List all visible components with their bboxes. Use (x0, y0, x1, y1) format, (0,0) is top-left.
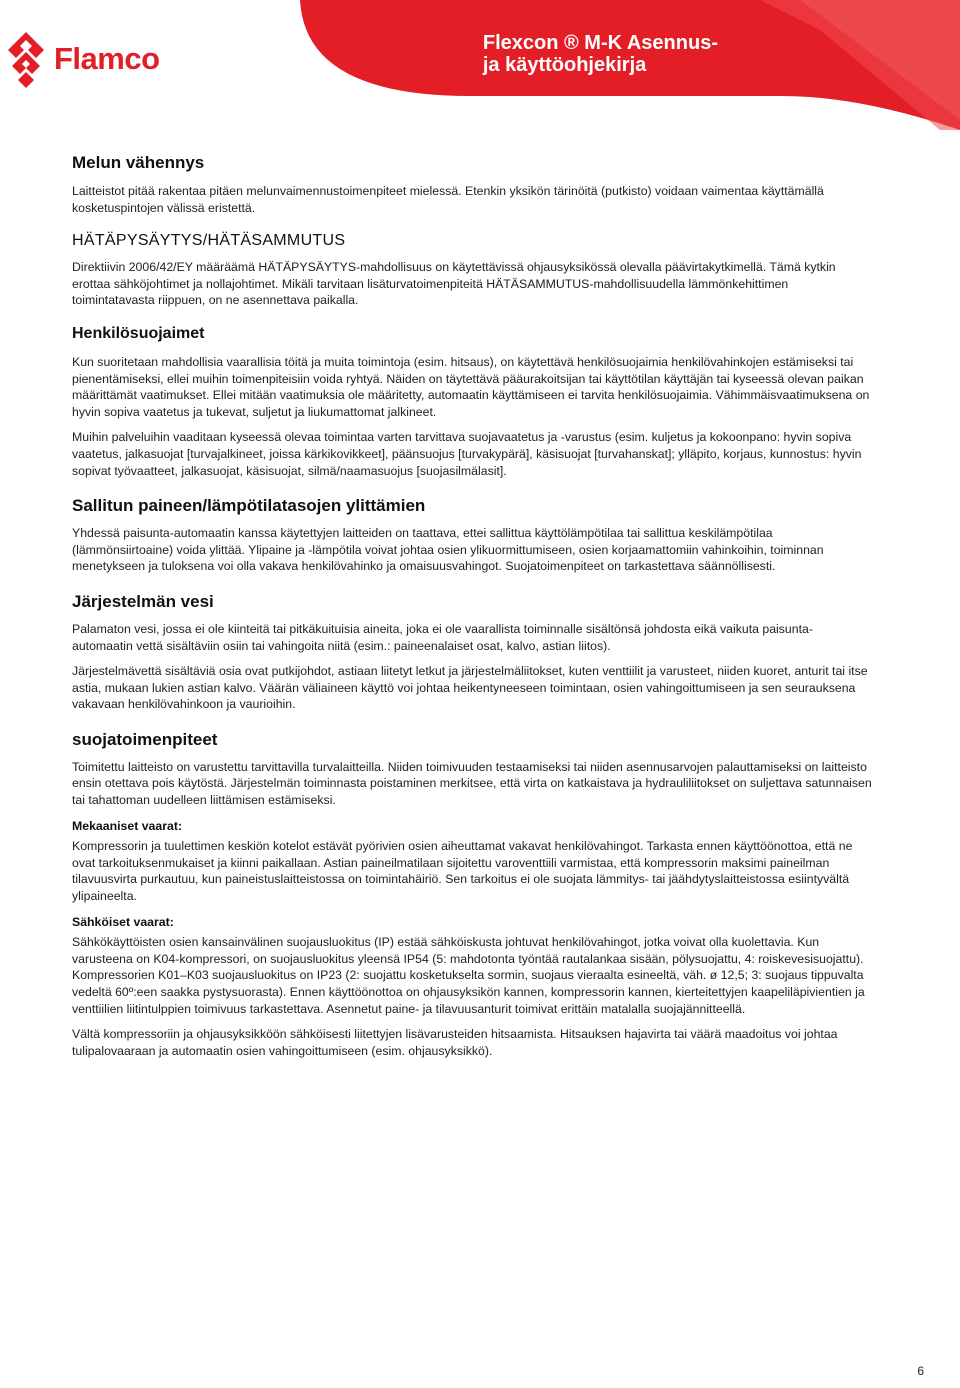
paragraph: Vältä kompressoriin ja ohjausyksikköön sähköisesti liitettyjen lisävarusteiden hitsaamista. Hitsauksen hajavirta tai väärä maadoitus voi johtaa tulipalovaaraan ja automaatin osien vahingoittumiseen (esim. ohjausyksikkö). (72, 1027, 838, 1058)
section-melun-vahennys (72, 151, 872, 216)
section-heading: Henkilösuojaimet (72, 324, 205, 342)
section-sallitun-paineen (72, 494, 872, 575)
page-header (0, 0, 960, 130)
paragraph: Laitteistot pitää rakentaa pitäen melunvaimennustoimenpiteet mielessä. Etenkin yksikön tärinöitä (putkisto) voidaan vaimentaa käyttämällä kosketuspintojen välissä eristettä. (72, 184, 824, 215)
paragraph: Toimitettu laitteisto on varustettu tarvittavilla turvalaitteilla. Niiden toimivuuden testaamiseksi tai niiden asennusarvojen palauttamiseksi on laitteisto ensin otettava pois käytöstä. Järjestelmän toiminnasta poistaminen merkitsee, että virta on katkaistava ja hydrauliliitokset on suljettava satunnaisen tai tahattoman uudelleen liittämisen estämiseksi. (72, 759, 872, 808)
paragraph: Kompressorin ja tuulettimen keskiön kotelot estävät pyörivien osien aiheuttamat vakavat henkilövahingot. Tarkasta ennen käyttöönottoa, että ne ovat tarkoituksenmukaiset ja kiinni paikallaan. Astian paineilmatilaan sijoitettu varoventtiili varmistaa, että kompressorin maksimi paineilman tilavuusvirta purkautuu, kun paineistuslaitteistossa on toimintahäiriö. Sen tarkoitus ei ole suojata lämmitys- tai jäähdytyslaitteistossa esiintyvältä ylipaineelta. (72, 839, 853, 904)
section-heading: HÄTÄPYSÄYTYS/HÄTÄSAMMUTUS (72, 232, 346, 250)
section-jarjestelman-vesi (72, 590, 872, 713)
flamco-diamond-logo-icon (6, 30, 46, 88)
section-heading: Sallitun paineen/lämpötilatasojen ylittämien (72, 496, 426, 516)
section-heading: suojatoimenpiteet (72, 729, 218, 749)
section-heading: Melun vähennys (72, 153, 205, 172)
paragraph: Yhdessä paisunta-automaatin kanssa käytettyjen laitteiden on taattava, ettei sallittua käyttölämpötilaa tai sallittua keskilämpötilaa (lämmönsiirtoaine) voida ylittää. Ylipaine ja -lämpötila voivat johtaa osien ylikuormittumiseen, osien korjaamattomiin vahinkoihin, toiminnan menetykseen ja tuloksena voi olla vakava henkilövahinko ja omaisuusvahingot. Suojatoimenpiteet on tarkastettava säännöllisesti. (72, 526, 824, 574)
section-henkilosuojaimet (72, 323, 872, 479)
paragraph: Kun suoritetaan mahdollisia vaarallisia töitä ja muita toimintoja (esim. hitsaus), on käytettävä henkilösuojaimia henkilövahinkojen estämiseksi tai pienentämiseksi, ellei muihin toimenpiteisiin voida ryhtyä. Näiden on täytettävä pääurakoitsijan tai käyttötilan käyttäjän tai kyseessä olevan paikan määrittämät vaatimukset. Ellei mitään vaatimuksia ole määritetty, automaatin käyttämiseen ei tarvita henkilösuojaimia. Vähimmäisvaatimuksena on hyvin sopiva vaatetus ja tukevat, suljetut ja liukumattomat jalkineet. (72, 354, 870, 419)
section-heading: Järjestelmän vesi (72, 591, 214, 611)
subheading-sahkoiset-vaarat: Sähköiset vaarat: (72, 914, 174, 929)
flamco-logo (6, 30, 160, 88)
document-title-line-2: ja käyttöohjekirja (482, 54, 647, 76)
paragraph: Palamaton vesi, jossa ei ole kiinteitä tai pitkäkuituisia aineita, joka ei ole vaarallista toiminnalle sisältönsä johdosta eikä vaikuta paisunta-automaatin vettä sisältäviin osiin tai vahingoita niitä (esim.: paineenalaiset osat, kalvo, astian liitos). (72, 621, 813, 653)
section-hatapysaytys (72, 230, 872, 309)
subheading-mekaaniset-vaarat: Mekaaniset vaarat: (72, 818, 183, 833)
document-title (483, 32, 718, 76)
paragraph: Direktiivin 2006/42/EY määräämä HÄTÄPYSÄYTYS-mahdollisuus on käytettävissä ohjausyksikössä olevalla päävirtakytkimellä. Tämä kytkin erottaa sähköjohtimet ja nollajohtimet. Mikäli tarvitaan lisäturvatoimenpiteitä HÄTÄSAMMUTUS-mahdollisuudella lämmönkehittimen toimintatavasta riippuen, on ne asennettava paikalla. (72, 260, 836, 308)
paragraph: Järjestelmävettä sisältäviä osia ovat putkijohdot, astiaan liitetyt letkut ja järjestelmäliitokset, kuten venttiilit ja varusteet, niiden kuoret, anturit tai itse astia, mukaan lukien astian kalvo. Väärän väliaineen käyttö voi johtaa heikentyneeseen toimintaan, osien vahingoittumiseen ja sen seurauksena vakavaan henkilövahinkoon ja vaurioihin. (72, 664, 868, 712)
document-title-line-1: Flexcon ® M-K Asennus- (482, 32, 718, 54)
section-suojatoimenpiteet (72, 728, 872, 1060)
paragraph: Sähkökäyttöisten osien kansainvälinen suojausluokitus (IP) estää sähköiskusta johtuvat henkilövahingot, jotka voivat olla kuolettavia. Kun varusteena on K04-kompressori, on suojausluokitus yleensä IP54 (5: mahdotonta työntää rautalankaa sisään, pölysuojattu, 4: roiskevesisuojattu). Kompressorien K01–K03 suojausluokitus on IP23 (2: suojattu kosketukselta sormin, suojaus vieraalta esineeltä, väh. ø 12,5; 3: suojaus tippuvalta vedeltä 60º:een saakka pystysuorasta). Ennen käyttöönottoa on ohjausyksikön kannen, kompressorin kannen, kierteitettyjen kaapeliläpivientien ja venttiilien liitintulppien toimivuus tarkastettava. Asennetut paine- ja tilavuusanturit toimivat erittäin matalalla suojajännitteellä. (72, 935, 865, 1016)
paragraph: Muihin palveluihin vaaditaan kyseessä olevaa toimintaa varten tarvittava suojavaatetus ja -varustus (esim. kuljetus ja kokoonpano: hyvin sopiva vaatetus, jalkasuojat [turvajalkineet, joissa kärkikovikkeet], päänsuojus [turvakypärä], käsisuojat [turvahanskat]; ylläpito, korjaus, kunnostus: hyvin sopivat työvaatteet, jalkasuojat, käsisuojat, silmä/naamasuojus [suojasilmälasit]. (72, 430, 862, 478)
document-body (72, 151, 872, 1059)
page-number: 6 (917, 1364, 924, 1378)
brand-name: Flamco (54, 41, 160, 76)
